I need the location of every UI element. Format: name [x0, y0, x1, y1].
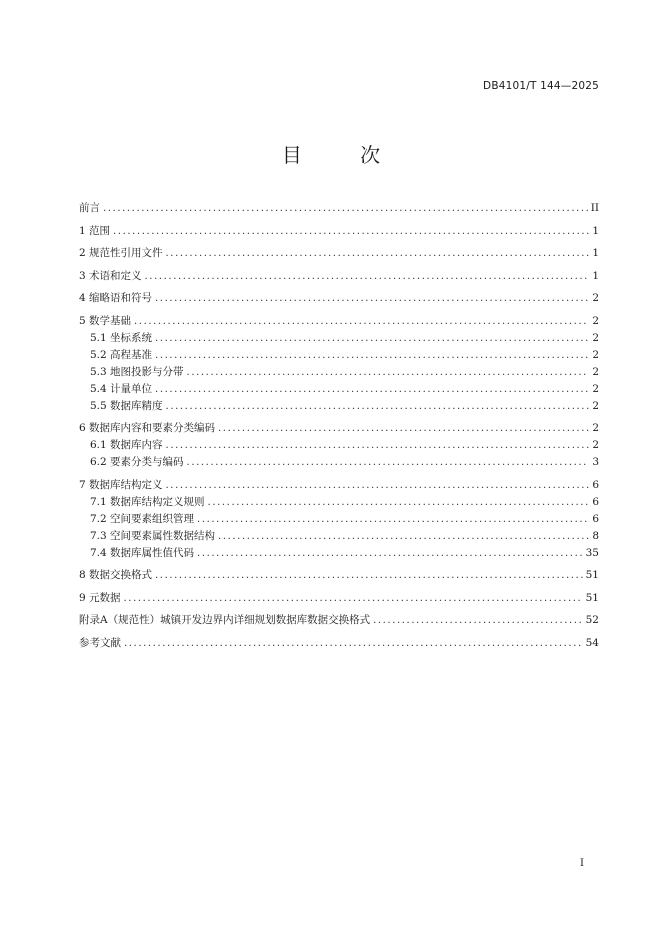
toc-entry-page: II [590, 202, 599, 214]
toc-dot-leader [124, 635, 583, 652]
toc-subentry[interactable] [79, 528, 599, 545]
toc-dot-leader [166, 437, 590, 454]
toc-dot-leader [155, 347, 589, 364]
toc-entry[interactable] [79, 290, 599, 307]
toc-dot-leader [155, 381, 589, 398]
toc-dot-leader [187, 364, 590, 381]
toc-subentry[interactable] [79, 511, 599, 528]
toc-subentry[interactable] [79, 398, 599, 415]
document-id: DB4101/T 144—2025 [483, 80, 599, 92]
toc-dot-leader [187, 454, 590, 471]
toc-entry-label: 5.1 坐标系统 [90, 331, 153, 344]
toc-entry-label: 9 元数据 [79, 591, 121, 604]
toc-entry-page: 2 [592, 422, 599, 434]
toc-entry-page: 6 [592, 512, 599, 525]
toc-entry-label: 7 数据库结构定义 [79, 478, 163, 491]
toc-dot-leader [166, 398, 590, 415]
toc-entry[interactable] [79, 200, 599, 217]
toc-entry-page: 2 [592, 365, 599, 378]
toc-entry-page: 54 [585, 636, 599, 649]
toc-entry-page: 1 [592, 247, 599, 259]
toc-entry-label: 5 数学基础 [79, 314, 132, 327]
toc-entry[interactable] [79, 313, 599, 330]
toc-entry-page: 2 [592, 399, 599, 412]
toc-entry-label: 3 术语和定义 [79, 269, 142, 282]
toc-entry[interactable] [79, 477, 599, 494]
toc-subentry[interactable] [79, 454, 599, 471]
toc-entry-label: 1 范围 [79, 224, 111, 237]
toc-dot-leader [166, 245, 590, 262]
toc-subentry[interactable] [79, 381, 599, 398]
toc-entry[interactable] [79, 612, 599, 629]
toc-entry[interactable] [79, 420, 599, 437]
toc-entry[interactable] [79, 245, 599, 262]
page-title: 目 次 [281, 143, 407, 167]
toc-entry-label: 5.5 数据库精度 [90, 399, 163, 412]
page-number: I [580, 858, 584, 869]
toc-entry-page: 2 [592, 382, 599, 395]
toc-entry-label: 2 规范性引用文件 [79, 247, 163, 259]
toc-entry-label: 4 缩略语和符号 [79, 292, 153, 304]
toc-dot-leader [218, 420, 589, 437]
toc-entry-page: 3 [592, 456, 599, 468]
toc-subentry[interactable] [79, 494, 599, 511]
toc-subentry[interactable] [79, 330, 599, 347]
toc-dot-leader [166, 477, 590, 494]
toc-dot-leader [197, 545, 583, 562]
toc-entry-page: 1 [592, 224, 599, 237]
toc-entry-page: 6 [592, 495, 599, 508]
toc-dot-leader [113, 223, 589, 240]
toc-entry-label: 5.3 地图投影与分带 [90, 365, 184, 378]
toc-entry-label: 7.4 数据库属性值代码 [90, 546, 195, 559]
toc-dot-leader [208, 494, 590, 511]
toc-entry[interactable] [79, 567, 599, 584]
toc-dot-leader [197, 511, 589, 528]
toc-entry-label: 7.2 空间要素组织管理 [90, 512, 195, 525]
toc-entry-label: 6.1 数据库内容 [90, 439, 163, 451]
toc-entry-label: 7.3 空间要素属性数据结构 [90, 529, 216, 542]
toc-entry-page: 52 [585, 614, 599, 626]
toc-subentry[interactable] [79, 364, 599, 381]
toc-subentry[interactable] [79, 347, 599, 364]
toc-dot-leader [155, 567, 583, 584]
toc-entry-label: 7.1 数据库结构定义规则 [90, 495, 205, 508]
toc-entry[interactable] [79, 635, 599, 652]
toc-entry[interactable] [79, 590, 599, 607]
toc-entry-page: 2 [592, 348, 599, 361]
toc-entry-page: 2 [592, 331, 599, 344]
toc-entry-page: 1 [592, 269, 599, 282]
toc-entry-label: 附录A（规范性）城镇开发边界内详细规划数据库数据交换格式 [79, 614, 371, 626]
toc-entry-label: 6.2 要素分类与编码 [90, 456, 184, 468]
toc-dot-leader [145, 268, 590, 285]
table-of-contents [79, 200, 599, 652]
toc-entry-label: 6 数据库内容和要素分类编码 [79, 422, 216, 434]
toc-dot-leader [134, 313, 589, 330]
toc-entry-page: 2 [592, 292, 599, 304]
toc-subentry[interactable] [79, 545, 599, 562]
toc-entry-page: 2 [592, 439, 599, 451]
toc-dot-leader [103, 200, 588, 217]
toc-entry-page: 6 [592, 478, 599, 491]
toc-dot-leader [373, 612, 583, 629]
toc-entry-page: 51 [585, 569, 599, 581]
toc-entry-label: 5.4 计量单位 [90, 382, 153, 395]
toc-subentry[interactable] [79, 437, 599, 454]
toc-entry-label: 5.2 高程基准 [90, 348, 153, 361]
toc-dot-leader [124, 590, 583, 607]
toc-entry-page: 51 [585, 591, 599, 604]
toc-entry-page: 8 [592, 529, 599, 542]
toc-entry-label: 前言 [79, 202, 100, 214]
toc-dot-leader [155, 330, 589, 347]
toc-dot-leader [155, 290, 589, 307]
toc-entry-page: 2 [592, 314, 599, 327]
toc-entry-label: 8 数据交换格式 [79, 569, 153, 581]
toc-entry-page: 35 [585, 546, 599, 559]
toc-entry-label: 参考文献 [79, 636, 121, 649]
toc-dot-leader [218, 528, 589, 545]
toc-entry[interactable] [79, 268, 599, 285]
toc-entry[interactable] [79, 223, 599, 240]
